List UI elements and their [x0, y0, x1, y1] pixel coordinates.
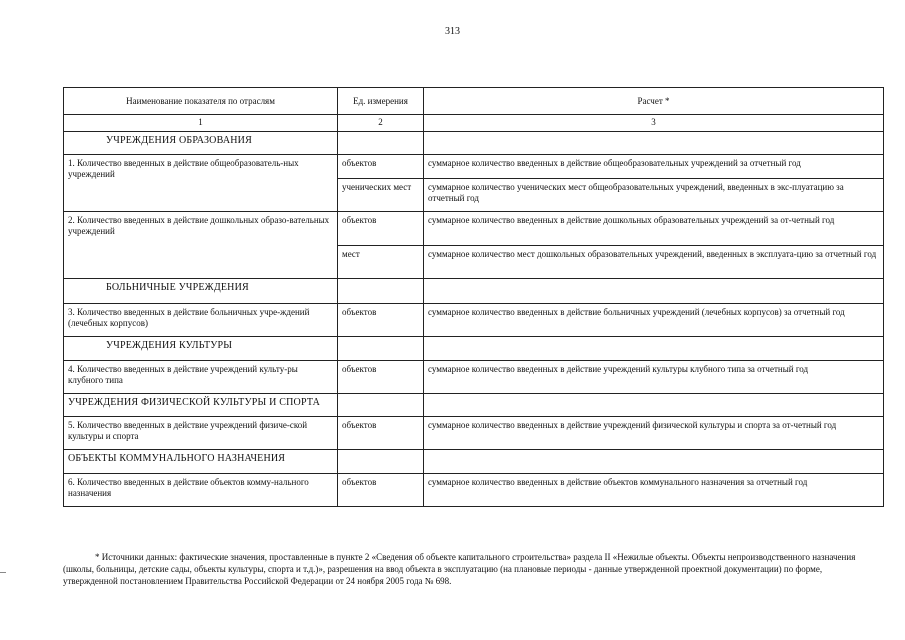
unit-cell: объектов	[338, 361, 424, 394]
unit-cell: объектов	[338, 155, 424, 179]
table-row	[64, 361, 884, 394]
unit-cell: ученических мест	[338, 179, 424, 212]
table-row	[64, 474, 884, 507]
section-title: УЧРЕЖДЕНИЯ ОБРАЗОВАНИЯ	[64, 132, 338, 155]
section-title: ОБЪЕКТЫ КОММУНАЛЬНОГО НАЗНАЧЕНИЯ	[64, 450, 338, 474]
table-row	[64, 304, 884, 337]
header-indicator: Наименование показателя по отраслям	[64, 88, 338, 115]
indicator-cell: 1. Количество введенных в действие общеобразователь-ных учреждений	[64, 155, 338, 212]
section-row	[64, 337, 884, 361]
unit-cell: объектов	[338, 212, 424, 246]
calc-cell: суммарное количество мест дошкольных образовательных учреждений, введенных в эксплуата-цию за отчетный год	[424, 246, 884, 279]
header-unit: Ед. измерения	[338, 88, 424, 115]
empty-cell	[338, 394, 424, 417]
empty-cell	[338, 337, 424, 361]
section-row	[64, 450, 884, 474]
column-number: 2	[338, 115, 424, 132]
calc-cell: суммарное количество введенных в действие больничных учреждений (лечебных корпусов) за отчетный год	[424, 304, 884, 337]
header-row	[64, 88, 884, 115]
calc-cell: суммарное количество введенных в действие дошкольных образовательных учреждений за от-четный год	[424, 212, 884, 246]
table-row	[64, 155, 884, 179]
table-row	[64, 417, 884, 450]
empty-cell	[424, 132, 884, 155]
header-calc: Расчет *	[424, 88, 884, 115]
unit-cell: мест	[338, 246, 424, 279]
unit-cell: объектов	[338, 474, 424, 507]
column-number: 3	[424, 115, 884, 132]
empty-cell	[424, 337, 884, 361]
calc-cell: суммарное количество введенных в действие общеобразовательных учреждений за отчетный год	[424, 155, 884, 179]
calc-cell: суммарное количество введенных в действие учреждений культуры клубного типа за отчетный год	[424, 361, 884, 394]
indicator-cell: 3. Количество введенных в действие больничных учре-ждений (лечебных корпусов)	[64, 304, 338, 337]
section-row	[64, 279, 884, 304]
column-number: 1	[64, 115, 338, 132]
calc-cell: суммарное количество ученических мест общеобразовательных учреждений, введенных в экс-плуатацию за отчетный год	[424, 179, 884, 212]
empty-cell	[424, 394, 884, 417]
margin-mark	[0, 572, 6, 573]
empty-cell	[338, 279, 424, 304]
empty-cell	[424, 450, 884, 474]
table-row	[64, 212, 884, 246]
section-title: УЧРЕЖДЕНИЯ ФИЗИЧЕСКОЙ КУЛЬТУРЫ И СПОРТА	[64, 394, 338, 417]
indicators-table	[63, 87, 884, 507]
unit-cell: объектов	[338, 304, 424, 337]
unit-cell: объектов	[338, 417, 424, 450]
section-title: БОЛЬНИЧНЫЕ УЧРЕЖДЕНИЯ	[64, 279, 338, 304]
section-title: УЧРЕЖДЕНИЯ КУЛЬТУРЫ	[64, 337, 338, 361]
calc-cell: суммарное количество введенных в действие учреждений физической культуры и спорта за от-четный год	[424, 417, 884, 450]
column-number-row	[64, 115, 884, 132]
page-number: 313	[445, 26, 460, 37]
footnote: * Источники данных: фактические значения, проставленные в пункте 2 «Сведения об объекте капитального строительства» раздела II «Нежилые объекты. Объекты непроизводственного назначения (школы, больницы, детские сады, объекты культуры, спорта и т.д.)», разрешения на ввод объекта в эксплуатацию (на плановые периоды - данные утвержденной проектной документации) по форме, утвержденной постановлением Правительства Российской Федерации от 24 ноября 2005 года № 698.	[63, 552, 856, 586]
empty-cell	[424, 279, 884, 304]
calc-cell: суммарное количество введенных в действие объектов коммунального назначения за отчетный год	[424, 474, 884, 507]
indicator-cell: 4. Количество введенных в действие учреждений культу-ры клубного типа	[64, 361, 338, 394]
section-row	[64, 132, 884, 155]
empty-cell	[338, 450, 424, 474]
section-row	[64, 394, 884, 417]
empty-cell	[338, 132, 424, 155]
indicator-cell: 6. Количество введенных в действие объектов комму-нального назначения	[64, 474, 338, 507]
indicator-cell: 2. Количество введенных в действие дошкольных образо-вательных учреждений	[64, 212, 338, 279]
indicator-cell: 5. Количество введенных в действие учреждений физиче-ской культуры и спорта	[64, 417, 338, 450]
